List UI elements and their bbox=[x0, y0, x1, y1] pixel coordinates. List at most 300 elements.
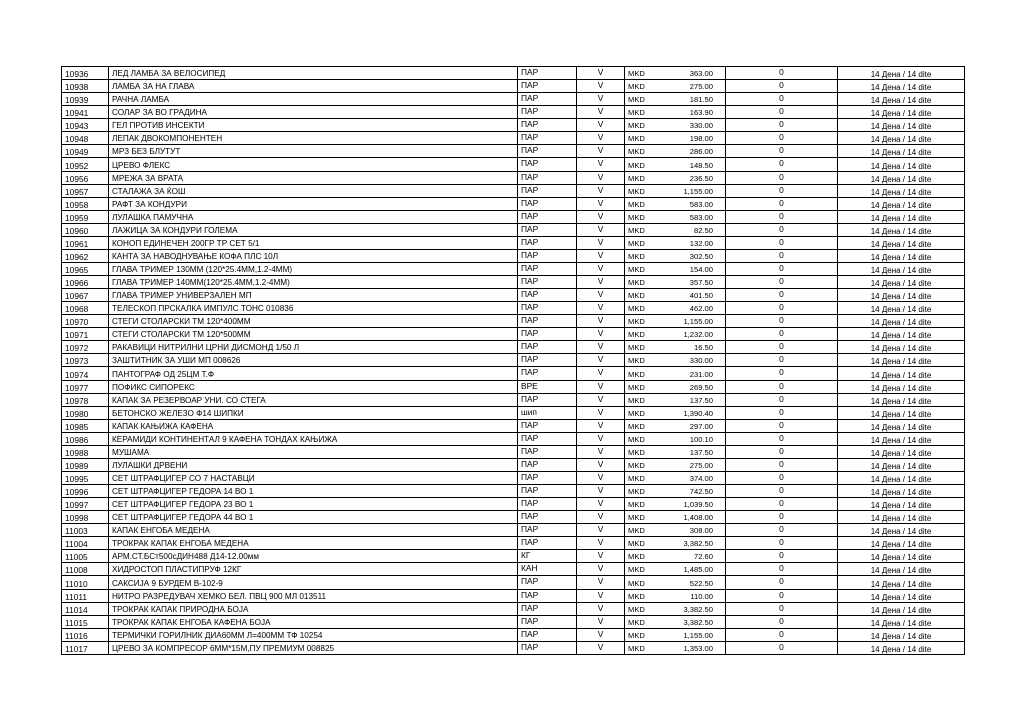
delivery-term-cell: 14 Дена / 14 dite bbox=[838, 249, 965, 262]
vat-cell: V bbox=[577, 132, 625, 145]
unit-cell: ПАР bbox=[518, 628, 577, 641]
table-row bbox=[62, 236, 965, 249]
unit-cell: ПАР bbox=[518, 524, 577, 537]
table-row bbox=[62, 393, 965, 406]
item-name-cell: ТРОКРАК КАПАК ЕНГОБА КАФЕНА БОЈА bbox=[109, 615, 518, 628]
discount-cell: 0 bbox=[726, 615, 838, 628]
vat-cell: V bbox=[577, 563, 625, 576]
currency-cell: MKD bbox=[625, 341, 663, 354]
discount-cell: 0 bbox=[726, 485, 838, 498]
currency-cell: MKD bbox=[625, 485, 663, 498]
delivery-term-cell: 14 Дена / 14 dite bbox=[838, 145, 965, 158]
vat-cell: V bbox=[577, 498, 625, 511]
unit-cell: ПАР bbox=[518, 236, 577, 249]
price-cell: 462.00 bbox=[663, 302, 726, 315]
vat-cell: V bbox=[577, 615, 625, 628]
unit-cell: ПАР bbox=[518, 80, 577, 93]
price-cell: 137.50 bbox=[663, 393, 726, 406]
item-name-cell: ЗАШТИТНИК ЗА УШИ МП 008626 bbox=[109, 354, 518, 367]
item-code-cell: 10960 bbox=[62, 223, 109, 236]
item-name-cell: СЕТ ШТРАФЦИГЕР СО 7 НАСТАВЦИ bbox=[109, 471, 518, 484]
price-cell: 154.00 bbox=[663, 262, 726, 275]
table-row bbox=[62, 524, 965, 537]
item-code-cell: 10967 bbox=[62, 289, 109, 302]
item-code-cell: 10996 bbox=[62, 485, 109, 498]
table-row bbox=[62, 262, 965, 275]
delivery-term-cell: 14 Дена / 14 dite bbox=[838, 80, 965, 93]
item-code-cell: 10974 bbox=[62, 367, 109, 380]
currency-cell: MKD bbox=[625, 315, 663, 328]
unit-cell: ПАР bbox=[518, 67, 577, 80]
discount-cell: 0 bbox=[726, 432, 838, 445]
vat-cell: V bbox=[577, 80, 625, 93]
price-cell: 110.00 bbox=[663, 589, 726, 602]
price-cell: 357.50 bbox=[663, 276, 726, 289]
discount-cell: 0 bbox=[726, 367, 838, 380]
price-cell: 742.50 bbox=[663, 485, 726, 498]
currency-cell: MKD bbox=[625, 432, 663, 445]
unit-cell: ПАР bbox=[518, 276, 577, 289]
currency-cell: MKD bbox=[625, 393, 663, 406]
vat-cell: V bbox=[577, 315, 625, 328]
delivery-term-cell: 14 Дена / 14 dite bbox=[838, 223, 965, 236]
vat-cell: V bbox=[577, 628, 625, 641]
discount-cell: 0 bbox=[726, 80, 838, 93]
price-cell: 308.00 bbox=[663, 524, 726, 537]
table-row bbox=[62, 380, 965, 393]
item-name-cell: ГЛАВА ТРИМЕР 130ММ (120*25.4ММ,1.2-4ММ) bbox=[109, 262, 518, 275]
delivery-term-cell: 14 Дена / 14 dite bbox=[838, 628, 965, 641]
item-code-cell: 10997 bbox=[62, 498, 109, 511]
delivery-term-cell: 14 Дена / 14 dite bbox=[838, 341, 965, 354]
item-code-cell: 10943 bbox=[62, 119, 109, 132]
item-code-cell: 10978 bbox=[62, 393, 109, 406]
unit-cell: ПАР bbox=[518, 315, 577, 328]
item-name-cell: ЛАЖИЦА ЗА КОНДУРИ ГОЛЕМА bbox=[109, 223, 518, 236]
price-cell: 100.10 bbox=[663, 432, 726, 445]
item-code-cell: 10980 bbox=[62, 406, 109, 419]
discount-cell: 0 bbox=[726, 498, 838, 511]
item-code-cell: 10977 bbox=[62, 380, 109, 393]
table-row bbox=[62, 641, 965, 654]
price-cell: 297.00 bbox=[663, 419, 726, 432]
unit-cell: ПАР bbox=[518, 354, 577, 367]
currency-cell: MKD bbox=[625, 106, 663, 119]
delivery-term-cell: 14 Дена / 14 dite bbox=[838, 511, 965, 524]
currency-cell: MKD bbox=[625, 615, 663, 628]
delivery-term-cell: 14 Дена / 14 dite bbox=[838, 315, 965, 328]
price-list-table bbox=[61, 66, 965, 655]
delivery-term-cell: 14 Дена / 14 dite bbox=[838, 458, 965, 471]
discount-cell: 0 bbox=[726, 106, 838, 119]
price-cell: 1,353.00 bbox=[663, 641, 726, 654]
currency-cell: MKD bbox=[625, 550, 663, 563]
delivery-term-cell: 14 Дена / 14 dite bbox=[838, 354, 965, 367]
item-name-cell: ЦРЕВО ФЛЕКС bbox=[109, 158, 518, 171]
discount-cell: 0 bbox=[726, 445, 838, 458]
unit-cell: ПАР bbox=[518, 393, 577, 406]
delivery-term-cell: 14 Дена / 14 dite bbox=[838, 641, 965, 654]
vat-cell: V bbox=[577, 119, 625, 132]
vat-cell: V bbox=[577, 393, 625, 406]
delivery-term-cell: 14 Дена / 14 dite bbox=[838, 485, 965, 498]
item-code-cell: 11008 bbox=[62, 563, 109, 576]
unit-cell: ПАР bbox=[518, 445, 577, 458]
vat-cell: V bbox=[577, 641, 625, 654]
table-row bbox=[62, 628, 965, 641]
table-row bbox=[62, 419, 965, 432]
item-code-cell: 10986 bbox=[62, 432, 109, 445]
price-cell: 275.00 bbox=[663, 458, 726, 471]
currency-cell: MKD bbox=[625, 262, 663, 275]
item-name-cell: ЛЕД ЛАМБА ЗА ВЕЛОСИПЕД bbox=[109, 67, 518, 80]
discount-cell: 0 bbox=[726, 524, 838, 537]
discount-cell: 0 bbox=[726, 406, 838, 419]
delivery-term-cell: 14 Дена / 14 dite bbox=[838, 432, 965, 445]
unit-cell: ПАР bbox=[518, 262, 577, 275]
discount-cell: 0 bbox=[726, 628, 838, 641]
currency-cell: MKD bbox=[625, 158, 663, 171]
delivery-term-cell: 14 Дена / 14 dite bbox=[838, 236, 965, 249]
unit-cell: ПАР bbox=[518, 511, 577, 524]
currency-cell: MKD bbox=[625, 445, 663, 458]
discount-cell: 0 bbox=[726, 354, 838, 367]
currency-cell: MKD bbox=[625, 367, 663, 380]
currency-cell: MKD bbox=[625, 498, 663, 511]
item-code-cell: 10938 bbox=[62, 80, 109, 93]
item-code-cell: 10936 bbox=[62, 67, 109, 80]
delivery-term-cell: 14 Дена / 14 dite bbox=[838, 328, 965, 341]
delivery-term-cell: 14 Дена / 14 dite bbox=[838, 67, 965, 80]
discount-cell: 0 bbox=[726, 171, 838, 184]
delivery-term-cell: 14 Дена / 14 dite bbox=[838, 550, 965, 563]
item-name-cell: ГЛАВА ТРИМЕР 140ММ(120*25.4ММ,1.2-4ММ) bbox=[109, 276, 518, 289]
vat-cell: V bbox=[577, 210, 625, 223]
item-code-cell: 10958 bbox=[62, 197, 109, 210]
discount-cell: 0 bbox=[726, 393, 838, 406]
price-cell: 1,155.00 bbox=[663, 184, 726, 197]
currency-cell: MKD bbox=[625, 511, 663, 524]
vat-cell: V bbox=[577, 406, 625, 419]
table-row bbox=[62, 132, 965, 145]
currency-cell: MKD bbox=[625, 145, 663, 158]
currency-cell: MKD bbox=[625, 563, 663, 576]
price-cell: 137.50 bbox=[663, 445, 726, 458]
price-cell: 3,382.50 bbox=[663, 615, 726, 628]
table-row bbox=[62, 93, 965, 106]
currency-cell: MKD bbox=[625, 67, 663, 80]
item-code-cell: 10988 bbox=[62, 445, 109, 458]
price-cell: 1,485.00 bbox=[663, 563, 726, 576]
currency-cell: MKD bbox=[625, 641, 663, 654]
delivery-term-cell: 14 Дена / 14 dite bbox=[838, 158, 965, 171]
discount-cell: 0 bbox=[726, 223, 838, 236]
delivery-term-cell: 14 Дена / 14 dite bbox=[838, 498, 965, 511]
currency-cell: MKD bbox=[625, 197, 663, 210]
unit-cell: ПАР bbox=[518, 485, 577, 498]
currency-cell: MKD bbox=[625, 249, 663, 262]
item-name-cell: РАКАВИЦИ НИТРИЛНИ ЦРНИ ДИСМОНД 1/50 Л bbox=[109, 341, 518, 354]
table-row bbox=[62, 302, 965, 315]
unit-cell: ПАР bbox=[518, 197, 577, 210]
currency-cell: MKD bbox=[625, 589, 663, 602]
delivery-term-cell: 14 Дена / 14 dite bbox=[838, 576, 965, 589]
item-code-cell: 10968 bbox=[62, 302, 109, 315]
item-name-cell: СЕТ ШТРАФЦИГЕР ГЕДОРА 14 ВО 1 bbox=[109, 485, 518, 498]
unit-cell: ПАР bbox=[518, 471, 577, 484]
table-row bbox=[62, 354, 965, 367]
vat-cell: V bbox=[577, 262, 625, 275]
item-name-cell: ГЕЛ ПРОТИВ ИНСЕКТИ bbox=[109, 119, 518, 132]
delivery-term-cell: 14 Дена / 14 dite bbox=[838, 132, 965, 145]
currency-cell: MKD bbox=[625, 380, 663, 393]
currency-cell: MKD bbox=[625, 184, 663, 197]
price-cell: 269.50 bbox=[663, 380, 726, 393]
unit-cell: ПАР bbox=[518, 106, 577, 119]
delivery-term-cell: 14 Дена / 14 dite bbox=[838, 197, 965, 210]
unit-cell: ПАР bbox=[518, 419, 577, 432]
currency-cell: MKD bbox=[625, 302, 663, 315]
item-name-cell: ТЕРМИЧКИ ГОРИЛНИК ДИА60ММ Л=400ММ ТФ 10254 bbox=[109, 628, 518, 641]
unit-cell: ПАР bbox=[518, 171, 577, 184]
table-row bbox=[62, 80, 965, 93]
discount-cell: 0 bbox=[726, 537, 838, 550]
vat-cell: V bbox=[577, 537, 625, 550]
item-name-cell: СЕТ ШТРАФЦИГЕР ГЕДОРА 23 ВО 1 bbox=[109, 498, 518, 511]
price-cell: 522.50 bbox=[663, 576, 726, 589]
currency-cell: MKD bbox=[625, 524, 663, 537]
item-code-cell: 11005 bbox=[62, 550, 109, 563]
unit-cell: ПАР bbox=[518, 432, 577, 445]
vat-cell: V bbox=[577, 93, 625, 106]
item-name-cell: КАПАК ЕНГОБА МЕДЕНА bbox=[109, 524, 518, 537]
vat-cell: V bbox=[577, 576, 625, 589]
table-row bbox=[62, 197, 965, 210]
item-code-cell: 11016 bbox=[62, 628, 109, 641]
discount-cell: 0 bbox=[726, 276, 838, 289]
price-cell: 198.00 bbox=[663, 132, 726, 145]
table-row bbox=[62, 615, 965, 628]
table-row bbox=[62, 119, 965, 132]
item-name-cell: ЛЕПАК ДВОКОМПОНЕНТЕН bbox=[109, 132, 518, 145]
item-name-cell: ЛАМБА ЗА НА ГЛАВА bbox=[109, 80, 518, 93]
unit-cell: ПАР bbox=[518, 93, 577, 106]
item-name-cell: МРЕЖА ЗА ВРАТА bbox=[109, 171, 518, 184]
delivery-term-cell: 14 Дена / 14 dite bbox=[838, 367, 965, 380]
item-code-cell: 10989 bbox=[62, 458, 109, 471]
discount-cell: 0 bbox=[726, 302, 838, 315]
item-code-cell: 10941 bbox=[62, 106, 109, 119]
item-code-cell: 10971 bbox=[62, 328, 109, 341]
table-row bbox=[62, 537, 965, 550]
price-cell: 1,155.00 bbox=[663, 315, 726, 328]
vat-cell: V bbox=[577, 445, 625, 458]
item-name-cell: БЕТОНСКО ЖЕЛЕЗО Ф14 ШИПКИ bbox=[109, 406, 518, 419]
delivery-term-cell: 14 Дена / 14 dite bbox=[838, 210, 965, 223]
currency-cell: MKD bbox=[625, 328, 663, 341]
discount-cell: 0 bbox=[726, 341, 838, 354]
table-row bbox=[62, 328, 965, 341]
delivery-term-cell: 14 Дена / 14 dite bbox=[838, 471, 965, 484]
currency-cell: MKD bbox=[625, 236, 663, 249]
vat-cell: V bbox=[577, 328, 625, 341]
discount-cell: 0 bbox=[726, 380, 838, 393]
currency-cell: MKD bbox=[625, 210, 663, 223]
currency-cell: MKD bbox=[625, 419, 663, 432]
item-name-cell: ПАНТОГРАФ ОД 25ЦМ Т.Ф bbox=[109, 367, 518, 380]
table-row bbox=[62, 223, 965, 236]
price-cell: 1,390.40 bbox=[663, 406, 726, 419]
table-row bbox=[62, 432, 965, 445]
discount-cell: 0 bbox=[726, 576, 838, 589]
discount-cell: 0 bbox=[726, 602, 838, 615]
price-cell: 181.50 bbox=[663, 93, 726, 106]
item-name-cell: ЦРЕВО ЗА КОМПРЕСОР 6ММ*15М,ПУ ПРЕМИУМ 008825 bbox=[109, 641, 518, 654]
item-name-cell: РАЧНА ЛАМБА bbox=[109, 93, 518, 106]
delivery-term-cell: 14 Дена / 14 dite bbox=[838, 615, 965, 628]
item-code-cell: 10957 bbox=[62, 184, 109, 197]
vat-cell: V bbox=[577, 471, 625, 484]
vat-cell: V bbox=[577, 485, 625, 498]
discount-cell: 0 bbox=[726, 589, 838, 602]
item-name-cell: РАФТ ЗА КОНДУРИ bbox=[109, 197, 518, 210]
item-name-cell: ЛУЛАШКИ ДРВЕНИ bbox=[109, 458, 518, 471]
unit-cell: шип bbox=[518, 406, 577, 419]
item-code-cell: 11017 bbox=[62, 641, 109, 654]
vat-cell: V bbox=[577, 602, 625, 615]
currency-cell: MKD bbox=[625, 537, 663, 550]
vat-cell: V bbox=[577, 184, 625, 197]
item-name-cell: МРЗ БЕЗ БЛУТУТ bbox=[109, 145, 518, 158]
item-name-cell: КАПАК ЗА РЕЗЕРВОАР УНИ. СО СТЕГА bbox=[109, 393, 518, 406]
vat-cell: V bbox=[577, 276, 625, 289]
vat-cell: V bbox=[577, 550, 625, 563]
discount-cell: 0 bbox=[726, 315, 838, 328]
discount-cell: 0 bbox=[726, 119, 838, 132]
unit-cell: ПАР bbox=[518, 602, 577, 615]
table-row bbox=[62, 602, 965, 615]
item-name-cell: ГЛАВА ТРИМЕР УНИВЕРЗАЛЕН МП bbox=[109, 289, 518, 302]
price-cell: 3,382.50 bbox=[663, 537, 726, 550]
discount-cell: 0 bbox=[726, 289, 838, 302]
table-row bbox=[62, 367, 965, 380]
vat-cell: V bbox=[577, 511, 625, 524]
currency-cell: MKD bbox=[625, 471, 663, 484]
price-cell: 1,155.00 bbox=[663, 628, 726, 641]
item-code-cell: 11015 bbox=[62, 615, 109, 628]
item-code-cell: 10949 bbox=[62, 145, 109, 158]
vat-cell: V bbox=[577, 432, 625, 445]
price-cell: 374.00 bbox=[663, 471, 726, 484]
price-cell: 132.00 bbox=[663, 236, 726, 249]
delivery-term-cell: 14 Дена / 14 dite bbox=[838, 445, 965, 458]
delivery-term-cell: 14 Дена / 14 dite bbox=[838, 184, 965, 197]
currency-cell: MKD bbox=[625, 289, 663, 302]
delivery-term-cell: 14 Дена / 14 dite bbox=[838, 419, 965, 432]
unit-cell: ПАР bbox=[518, 576, 577, 589]
item-code-cell: 10973 bbox=[62, 354, 109, 367]
currency-cell: MKD bbox=[625, 458, 663, 471]
item-name-cell: СЕТ ШТРАФЦИГЕР ГЕДОРА 44 ВО 1 bbox=[109, 511, 518, 524]
item-code-cell: 10959 bbox=[62, 210, 109, 223]
discount-cell: 0 bbox=[726, 236, 838, 249]
item-name-cell: МУШАМА bbox=[109, 445, 518, 458]
delivery-term-cell: 14 Дена / 14 dite bbox=[838, 119, 965, 132]
table-row bbox=[62, 249, 965, 262]
unit-cell: ВРЕ bbox=[518, 380, 577, 393]
item-code-cell: 11011 bbox=[62, 589, 109, 602]
item-name-cell: КОНОП ЕДИНЕЧЕН 200ГР ТР СЕТ 5/1 bbox=[109, 236, 518, 249]
currency-cell: MKD bbox=[625, 132, 663, 145]
unit-cell: ПАР bbox=[518, 341, 577, 354]
table-row bbox=[62, 289, 965, 302]
price-cell: 363.00 bbox=[663, 67, 726, 80]
item-code-cell: 10939 bbox=[62, 93, 109, 106]
delivery-term-cell: 14 Дена / 14 dite bbox=[838, 262, 965, 275]
table-row bbox=[62, 341, 965, 354]
table-row bbox=[62, 458, 965, 471]
vat-cell: V bbox=[577, 354, 625, 367]
table-row bbox=[62, 171, 965, 184]
delivery-term-cell: 14 Дена / 14 dite bbox=[838, 602, 965, 615]
price-cell: 16.50 bbox=[663, 341, 726, 354]
discount-cell: 0 bbox=[726, 197, 838, 210]
delivery-term-cell: 14 Дена / 14 dite bbox=[838, 289, 965, 302]
item-code-cell: 11010 bbox=[62, 576, 109, 589]
unit-cell: ПАР bbox=[518, 249, 577, 262]
discount-cell: 0 bbox=[726, 328, 838, 341]
vat-cell: V bbox=[577, 524, 625, 537]
unit-cell: ПАР bbox=[518, 158, 577, 171]
discount-cell: 0 bbox=[726, 563, 838, 576]
item-name-cell: СТЕГИ СТОЛАРСКИ ТМ 120*400ММ bbox=[109, 315, 518, 328]
item-name-cell: НИТРО РАЗРЕДУВАЧ ХЕМКО БЕЛ. ПВЦ 900 МЛ 013511 bbox=[109, 589, 518, 602]
table-row bbox=[62, 563, 965, 576]
item-code-cell: 11014 bbox=[62, 602, 109, 615]
item-code-cell: 10970 bbox=[62, 315, 109, 328]
unit-cell: ПАР bbox=[518, 132, 577, 145]
unit-cell: ПАР bbox=[518, 223, 577, 236]
table-row bbox=[62, 315, 965, 328]
currency-cell: MKD bbox=[625, 80, 663, 93]
price-cell: 286.00 bbox=[663, 145, 726, 158]
table-row bbox=[62, 210, 965, 223]
unit-cell: ПАР bbox=[518, 302, 577, 315]
item-name-cell: КЕРАМИДИ КОНТИНЕНТАЛ 9 КАФЕНА ТОНДАХ КАЊИЖА bbox=[109, 432, 518, 445]
table-row bbox=[62, 511, 965, 524]
delivery-term-cell: 14 Дена / 14 dite bbox=[838, 380, 965, 393]
item-name-cell: СТАЛАЖА ЗА ЌОШ bbox=[109, 184, 518, 197]
table-row bbox=[62, 550, 965, 563]
price-cell: 148.50 bbox=[663, 158, 726, 171]
item-name-cell: ЛУЛАШКА ПАМУЧНА bbox=[109, 210, 518, 223]
item-name-cell: ТРОКРАК КАПАК ПРИРОДНА БОЈА bbox=[109, 602, 518, 615]
delivery-term-cell: 14 Дена / 14 dite bbox=[838, 302, 965, 315]
vat-cell: V bbox=[577, 145, 625, 158]
discount-cell: 0 bbox=[726, 471, 838, 484]
item-code-cell: 10948 bbox=[62, 132, 109, 145]
price-cell: 1,408.00 bbox=[663, 511, 726, 524]
item-name-cell: ПОФИКС СИПОРЕКС bbox=[109, 380, 518, 393]
vat-cell: V bbox=[577, 419, 625, 432]
price-list-rows bbox=[62, 67, 965, 655]
price-cell: 330.00 bbox=[663, 119, 726, 132]
vat-cell: V bbox=[577, 458, 625, 471]
table-row bbox=[62, 445, 965, 458]
table-row bbox=[62, 589, 965, 602]
vat-cell: V bbox=[577, 158, 625, 171]
unit-cell: ПАР bbox=[518, 119, 577, 132]
